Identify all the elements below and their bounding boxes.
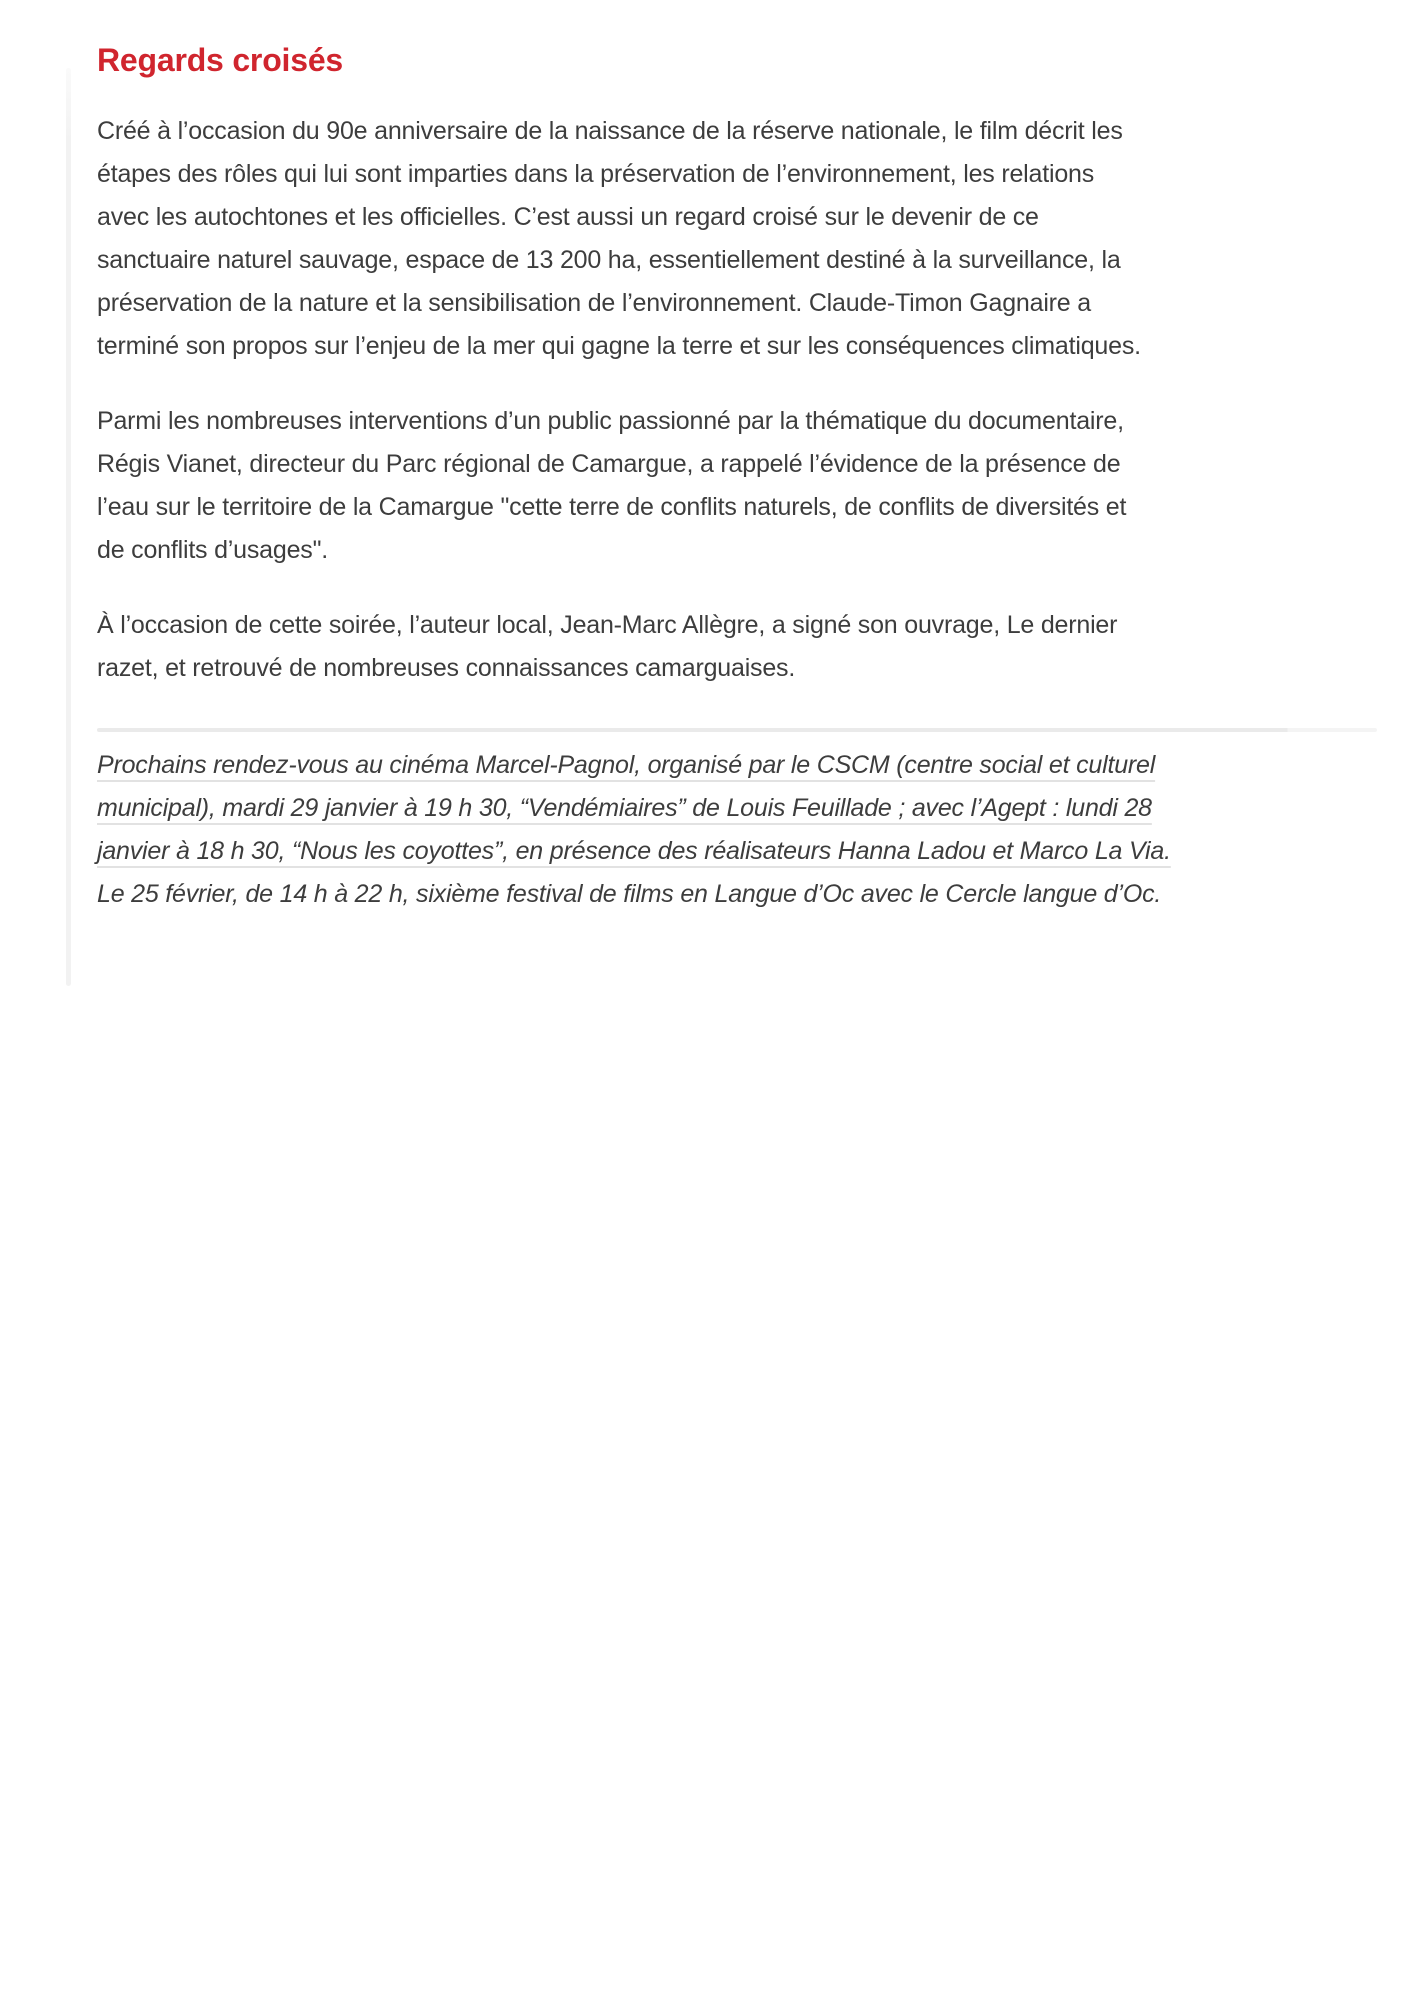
section-divider (97, 728, 1377, 732)
left-accent-line (66, 68, 71, 986)
article-paragraph-2: Parmi les nombreuses interventions d’un public passionné par la thématique du documentaire, Régis Vianet, directeur du Parc régional de Camargue, a rappelé l’évidence de la présence de l’eau sur le territoire de la Camargue "cette terre de conflits naturels, de conflits de diversités et de conflits d’usages". (97, 407, 1127, 564)
article-paragraph-1: Créé à l’occasion du 90e anniversaire de la naissance de la réserve nationale, le film décrit les étapes des rôles qui lui sont imparties dans la préservation de l’environnement, les relations avec les autochtones et les officielles. C’est aussi un regard croisé sur le devenir de ce sanctuaire naturel sauvage, espace de 13 200 ha, essentiellement destiné à la surveillance, la préservation de la nature et la sensibilisation de l’environnement. Claude-Timon Gagnaire a terminé son propos sur l’enjeu de la mer qui gagne la terre et sur les conséquences climatiques. (97, 117, 1141, 360)
article-paragraph-3: À l’occasion de cette soirée, l’auteur local, Jean-Marc Allègre, a signé son ouvrage, Le dernier razet, et retrouvé de nombreuses connaissances camarguaises. (97, 611, 1118, 682)
footnote-link[interactable]: Prochains rendez-vous au cinéma Marcel-Pagnol, organisé par le CSCM (centre social et culturel municipal), mardi 29 janvier à 19 h 30, “Vendémiaires” de Louis Feuillade ; avec l’Agept : lundi 28 janvier à 18 h 30, “Nous les coyottes”, en présence des réalisateurs Hanna Ladou et Marco La Via. (97, 751, 1171, 865)
footnote-text: Le 25 février, de 14 h à 22 h, sixième festival de films en Langue d’Oc avec le Cercle langue d’Oc. (97, 880, 1162, 908)
article-heading: Regards croisés (97, 42, 344, 78)
footnote-paragraph (97, 744, 1187, 916)
article (97, 40, 1337, 948)
